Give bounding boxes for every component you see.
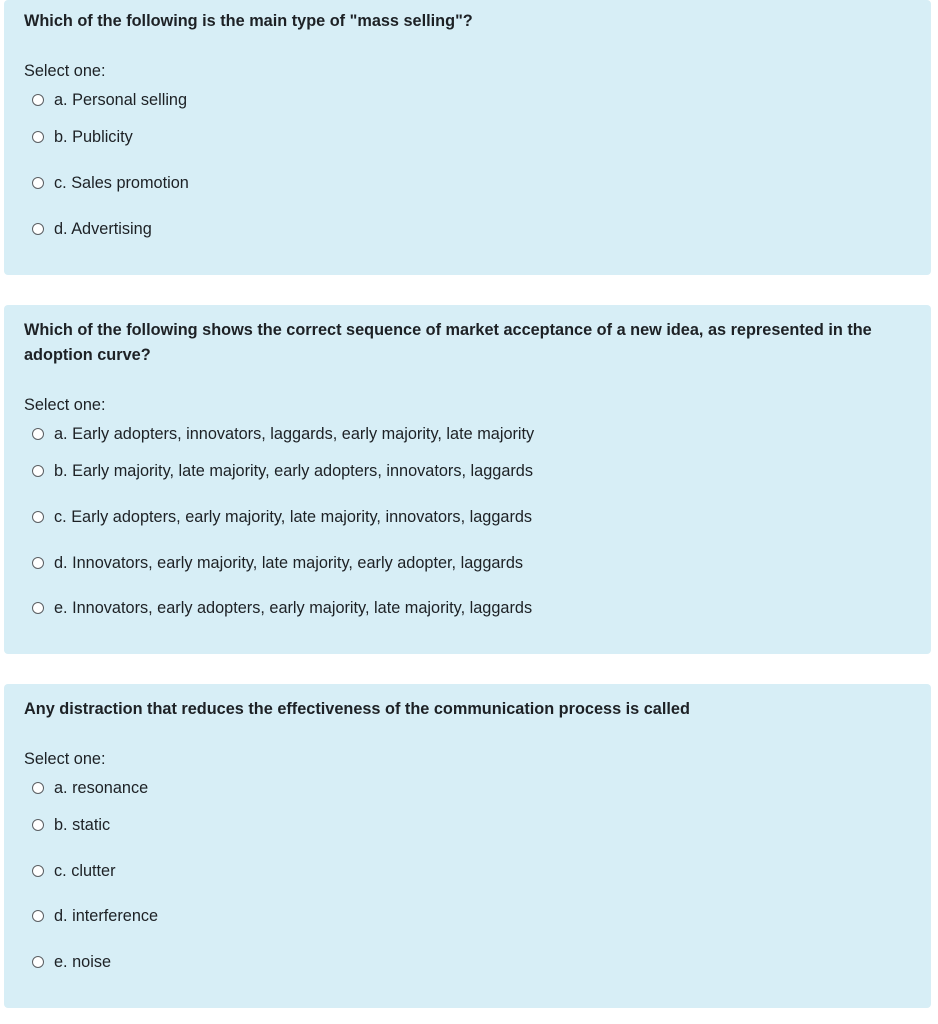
answer-option-d[interactable]	[32, 553, 523, 573]
radio-button-icon[interactable]	[32, 511, 44, 523]
answer-option-label: d. interference	[54, 907, 159, 925]
radio-button-icon[interactable]	[32, 819, 44, 831]
answer-option-c[interactable]	[32, 507, 532, 527]
answer-option-label: d. Advertising	[54, 220, 152, 238]
select-one-label: Select one:	[24, 750, 106, 768]
answer-option-label: b. Early majority, late majority, early adopters, innovators, laggards	[54, 462, 533, 480]
answer-option-c[interactable]	[32, 173, 189, 193]
answer-option-label: c. Early adopters, early majority, late majority, innovators, laggards	[54, 508, 533, 526]
radio-button-icon[interactable]	[32, 94, 44, 106]
radio-button-icon[interactable]	[32, 557, 44, 569]
answer-option-label: b. static	[54, 816, 111, 834]
answer-option-label: d. Innovators, early majority, late majority, early adopter, laggards	[54, 554, 524, 572]
radio-button-icon[interactable]	[32, 465, 44, 477]
radio-button-icon[interactable]	[32, 177, 44, 189]
answer-option-d[interactable]	[32, 219, 152, 239]
answer-option-b[interactable]	[32, 127, 133, 147]
radio-button-icon[interactable]	[32, 131, 44, 143]
radio-button-icon[interactable]	[32, 865, 44, 877]
answer-option-c[interactable]	[32, 861, 116, 881]
answer-option-label: e. noise	[54, 953, 112, 971]
radio-button-icon[interactable]	[32, 602, 44, 614]
radio-button-icon[interactable]	[32, 956, 44, 968]
answer-option-d[interactable]	[32, 906, 158, 926]
radio-button-icon[interactable]	[32, 428, 44, 440]
answer-option-label: a. Personal selling	[54, 91, 188, 109]
radio-button-icon[interactable]	[32, 910, 44, 922]
question-card-3	[4, 684, 931, 1008]
select-one-label: Select one:	[24, 396, 106, 414]
answer-option-a[interactable]	[32, 90, 187, 110]
answer-option-b[interactable]	[32, 461, 533, 481]
answer-option-label: a. resonance	[54, 779, 149, 797]
answer-option-e[interactable]	[32, 952, 111, 972]
radio-button-icon[interactable]	[32, 223, 44, 235]
question-card-1	[4, 0, 931, 275]
question-card-2	[4, 305, 931, 654]
answer-option-b[interactable]	[32, 815, 110, 835]
answer-option-label: c. clutter	[54, 862, 116, 880]
select-one-label: Select one:	[24, 62, 106, 80]
question-text: Any distraction that reduces the effectiveness of the communication process is called	[24, 700, 690, 718]
answer-option-label: a. Early adopters, innovators, laggards, early majority, late majority	[54, 425, 535, 443]
question-text: Which of the following shows the correct sequence of market acceptance of a new idea, as represented in the adoption curve?	[24, 321, 872, 364]
answer-option-label: e. Innovators, early adopters, early majority, late majority, laggards	[54, 599, 533, 617]
question-text: Which of the following is the main type of "mass selling"?	[24, 12, 473, 30]
answer-option-a[interactable]	[32, 424, 534, 444]
answer-option-label: b. Publicity	[54, 128, 133, 146]
radio-button-icon[interactable]	[32, 782, 44, 794]
answer-option-a[interactable]	[32, 778, 148, 798]
answer-option-e[interactable]	[32, 598, 532, 618]
answer-option-label: c. Sales promotion	[54, 174, 189, 192]
